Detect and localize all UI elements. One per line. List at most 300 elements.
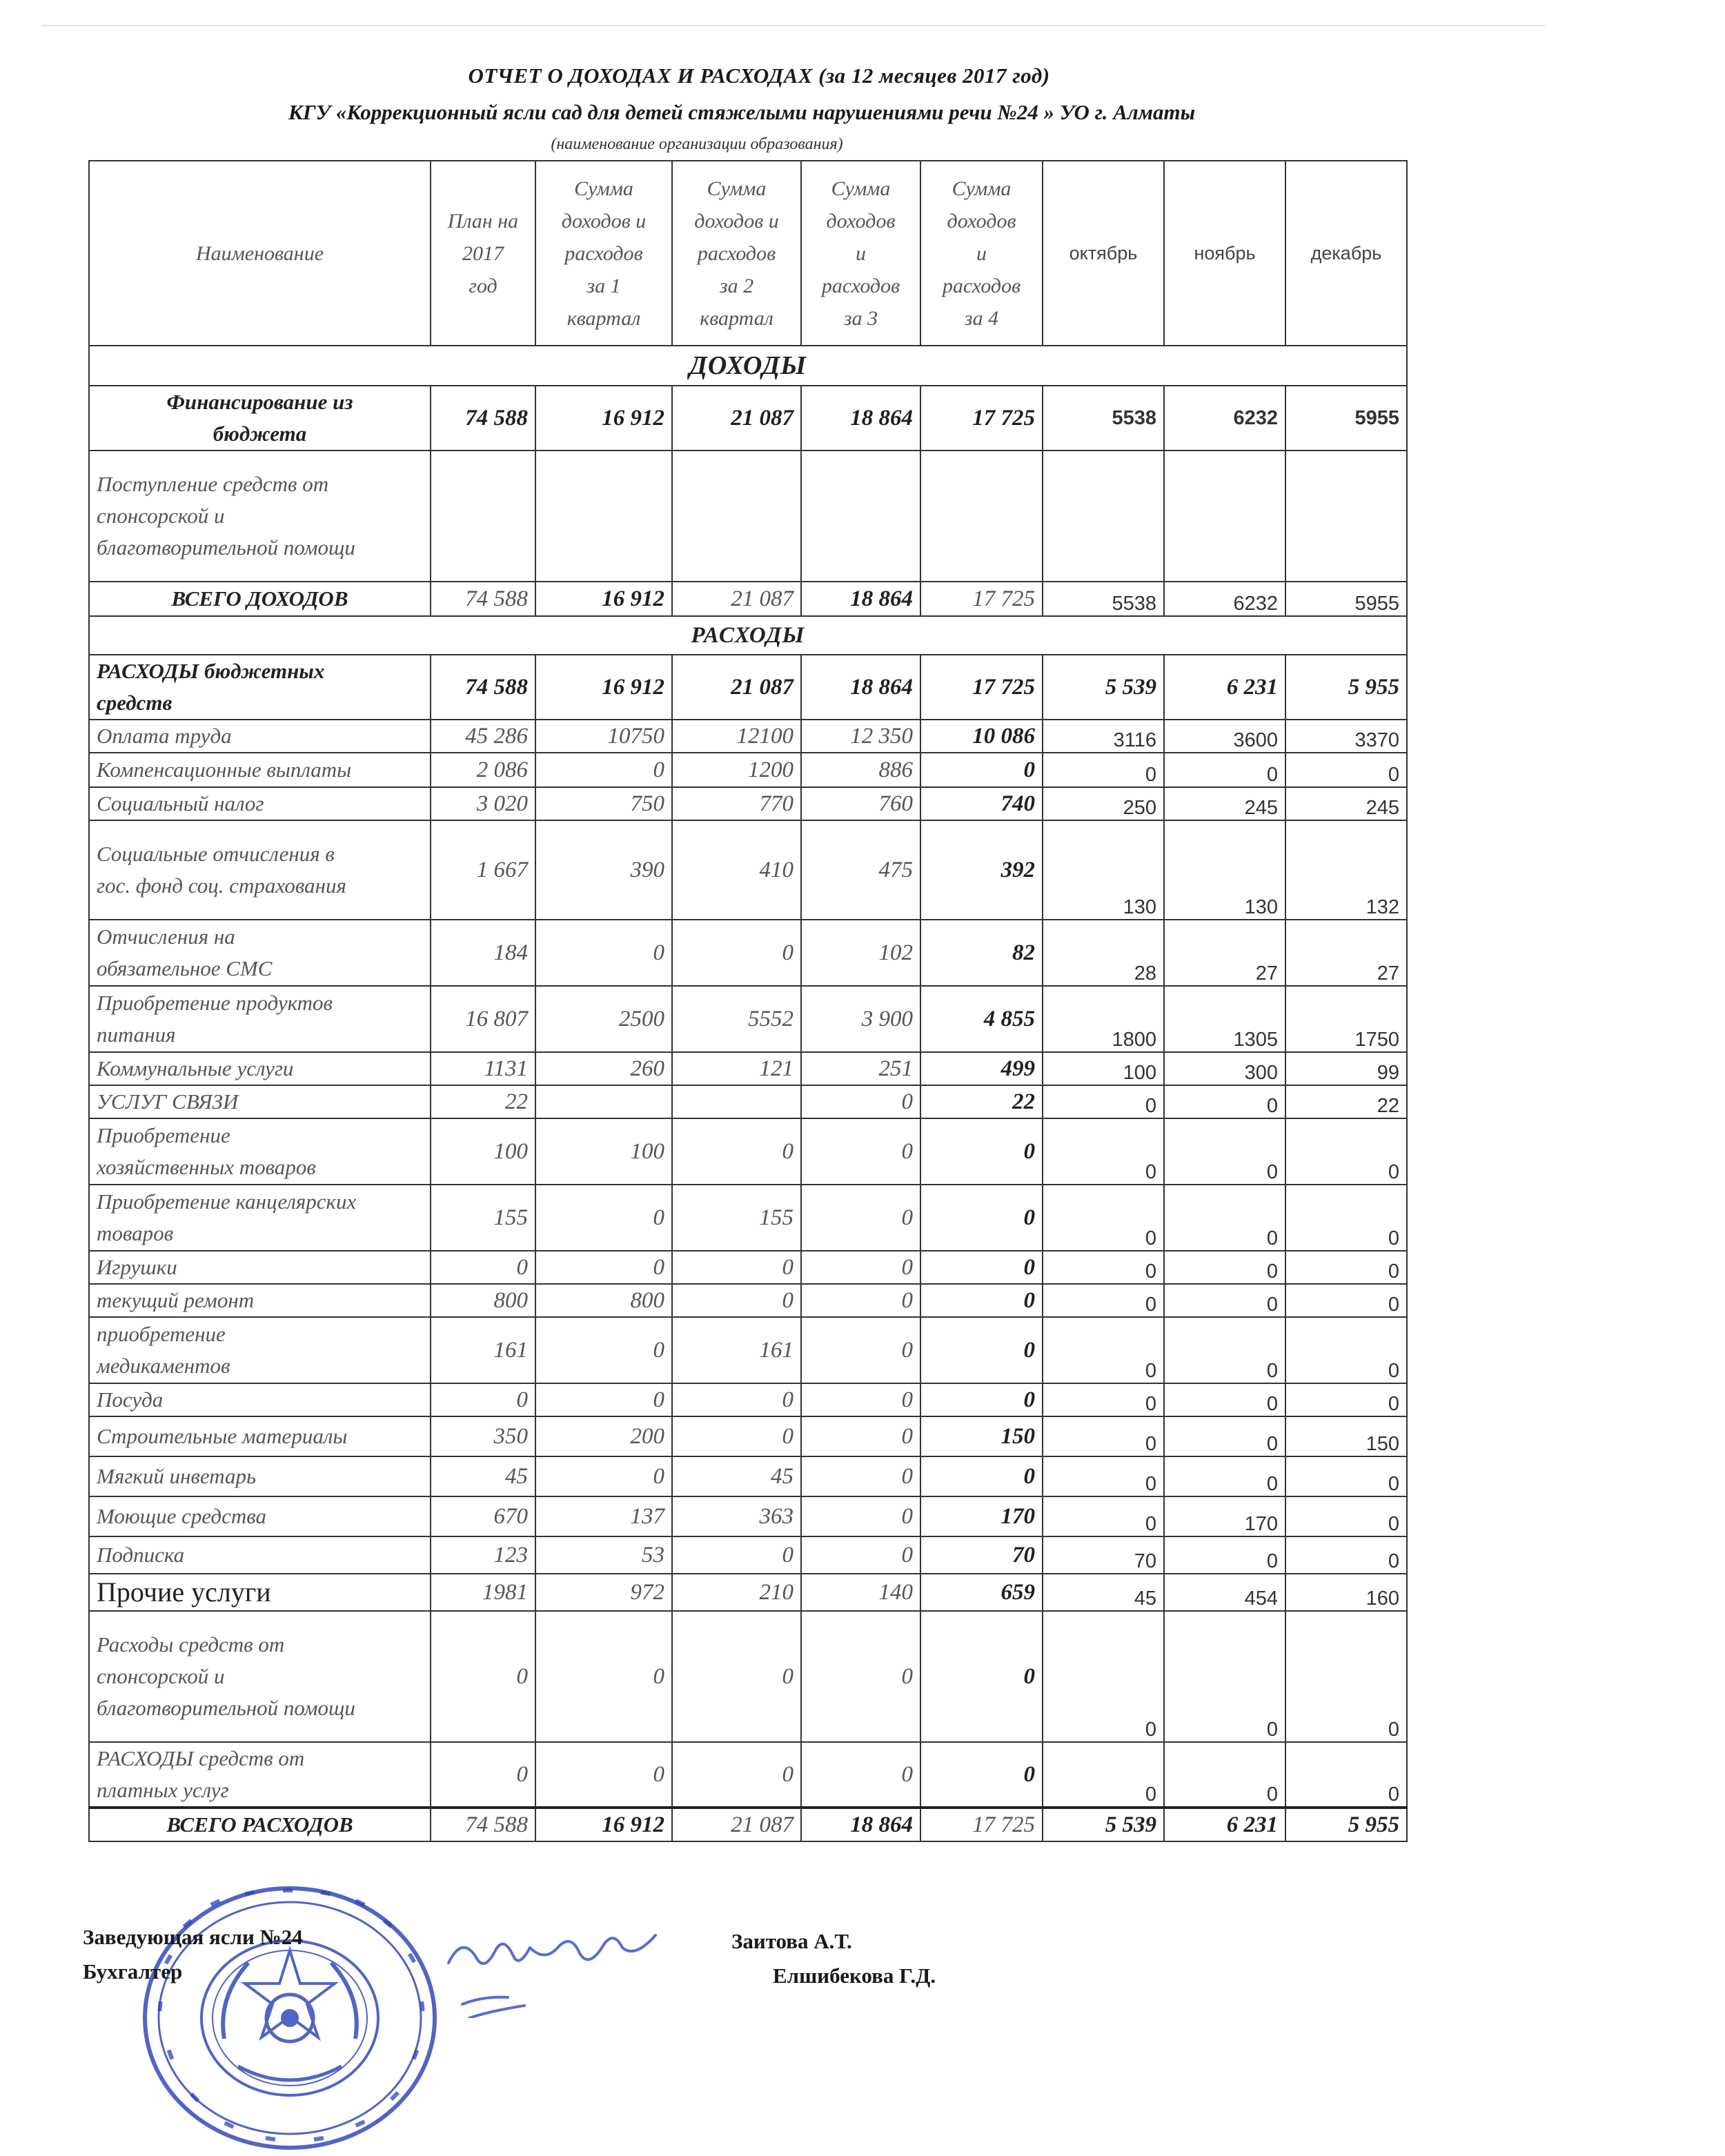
cell-q2: 155 [672,1185,801,1251]
cell-q4: 392 [920,820,1043,920]
header-line: План на [447,209,519,233]
row-name [89,1284,431,1317]
cell-q3 [801,451,920,582]
col-q2-header [672,161,801,346]
table-row [89,1536,1407,1574]
cell-plan: 0 [431,1611,535,1742]
cell-nov: 0 [1164,1118,1285,1185]
cell-q1: 137 [535,1496,672,1536]
cell-q1: 260 [535,1052,672,1085]
cell-dec: 0 [1285,1383,1407,1416]
cell-nov: 0 [1164,1284,1285,1317]
table-row [89,1456,1407,1496]
cell-plan [431,451,535,582]
row-name-line: Компенсационные выплаты [97,758,352,782]
cell-plan: 0 [431,1251,535,1284]
cell-q4: 17 725 [920,386,1043,451]
cell-plan: 16 807 [431,986,535,1052]
row-name-line: Строительные материалы [97,1424,348,1448]
row-name-line: платных услуг [97,1778,229,1802]
cell-plan: 1 667 [431,820,535,920]
header-line: и [976,241,987,265]
table-row [89,1085,1407,1118]
header-line: за 1 [586,274,621,297]
row-name [89,1456,431,1496]
income-total-row [89,582,1407,616]
row-name [89,451,431,582]
cell-dec: 0 [1285,1611,1407,1742]
cell-oct: 250 [1043,787,1164,820]
header-line: за 4 [964,306,999,330]
cell-q4: 82 [920,920,1043,986]
cell-q4: 0 [920,1742,1043,1808]
table-row [89,787,1407,820]
cell-oct: 0 [1043,1085,1164,1118]
row-name-line: РАСХОДЫ средств от [97,1746,305,1770]
row-name-line: Коммунальные услуги [97,1056,294,1080]
cell-dec: 5955 [1285,386,1407,451]
expense-section-title: РАСХОДЫ [89,616,1407,655]
cell-plan: 184 [431,920,535,986]
cell-dec: 5 955 [1285,1808,1407,1841]
cell-oct: 0 [1043,1185,1164,1251]
table-row [89,1052,1407,1085]
col-nov-header: ноябрь [1164,161,1285,346]
cell-q1: 0 [535,1742,672,1808]
income-section-title: ДОХОДЫ [89,346,1407,386]
header-line: расходов [564,241,643,265]
cell-oct: 5538 [1043,582,1164,616]
row-name-line: питания [97,1022,176,1047]
row-name-line: УСЛУГ СВЯЗИ [97,1089,239,1114]
header-line: Сумма [831,177,891,200]
cell-q1: 16 912 [535,655,672,720]
cell-q2: 45 [672,1456,801,1496]
row-name-line: товаров [97,1221,174,1245]
cell-q4: 0 [920,1383,1043,1416]
expense-rows [89,720,1407,1808]
cell-nov: 130 [1164,820,1285,920]
organization-caption: (наименование организации образования) [551,135,843,153]
cell-oct [1043,451,1164,582]
table-row [89,1317,1407,1383]
cell-q1: 972 [535,1574,672,1611]
accountant-name: Елшибекова Г.Д. [773,1964,936,1988]
table-row [89,1496,1407,1536]
table-row [89,1118,1407,1185]
row-name-line: благотворительной помощи [97,535,355,560]
row-name [89,1536,431,1574]
header-line: год [469,274,497,297]
cell-q3: 0 [801,1456,920,1496]
cell-oct: 100 [1043,1052,1164,1085]
cell-q1: 16 912 [535,1808,672,1841]
cell-nov: 0 [1164,1185,1285,1251]
row-name [89,1118,431,1185]
cell-q1: 0 [535,1611,672,1742]
cell-q1: 0 [535,1251,672,1284]
row-name-line: приобретение [97,1322,226,1346]
cell-plan: 350 [431,1416,535,1456]
cell-q3: 140 [801,1574,920,1611]
row-name [89,1251,431,1284]
row-name-line: Подписка [97,1543,185,1567]
cell-nov: 0 [1164,1251,1285,1284]
cell-dec [1285,451,1407,582]
cell-dec: 150 [1285,1416,1407,1456]
expense-section-row [89,616,1407,655]
expense-total-row [89,1808,1407,1841]
cell-nov: 6232 [1164,582,1285,616]
header-line: за 2 [719,274,754,297]
cell-dec: 5955 [1285,582,1407,616]
cell-q3: 3 900 [801,986,920,1052]
cell-q1: 800 [535,1284,672,1317]
row-name [89,1383,431,1416]
row-name [89,1416,431,1456]
table-row [89,386,1407,451]
cell-q3: 760 [801,787,920,820]
cell-plan: 74 588 [431,655,535,720]
cell-q2: 0 [672,1251,801,1284]
cell-dec: 3370 [1285,720,1407,753]
cell-oct: 0 [1043,753,1164,787]
table-row [89,451,1407,582]
cell-q3: 475 [801,820,920,920]
row-name-line: обязательное СМС [97,956,273,980]
table-row [89,1383,1407,1416]
cell-q2: 0 [672,1284,801,1317]
cell-nov: 170 [1164,1496,1285,1536]
cell-plan: 1131 [431,1052,535,1085]
cell-q1: 100 [535,1118,672,1185]
header-row [89,161,1407,346]
cell-dec: 99 [1285,1052,1407,1085]
organization-name: КГУ «Коррекционный ясли сад для детей стяжелыми нарушениями речи №24 » УО г. Алматы [288,100,1196,124]
row-name: ВСЕГО РАСХОДОВ [89,1808,431,1841]
cell-q3: 18 864 [801,1808,920,1841]
cell-plan: 1981 [431,1574,535,1611]
header-line: Сумма [952,177,1012,200]
row-name [89,753,431,787]
cell-q3: 0 [801,1416,920,1456]
table-row [89,820,1407,920]
cell-q4: 17 725 [920,582,1043,616]
cell-dec: 0 [1285,1536,1407,1574]
row-name-line: Социальные отчисления в [97,842,335,866]
cell-oct: 45 [1043,1574,1164,1611]
header-line: за 3 [843,306,878,330]
row-name: ВСЕГО ДОХОДОВ [89,582,431,616]
cell-q2: 5552 [672,986,801,1052]
cell-q2: 0 [672,1118,801,1185]
cell-q1: 0 [535,920,672,986]
row-name-line: гос. фонд соц. страхования [97,873,346,898]
cell-q3: 0 [801,1611,920,1742]
cell-q4: 0 [920,1251,1043,1284]
cell-plan: 800 [431,1284,535,1317]
col-q1-header [535,161,672,346]
cell-q1 [535,451,672,582]
expense-budget-row [89,655,1407,720]
cell-plan: 123 [431,1536,535,1574]
header-line: доходов [826,209,896,233]
income-section-row [89,346,1407,386]
table-row [89,1611,1407,1742]
cell-q3: 18 864 [801,386,920,451]
cell-oct: 0 [1043,1456,1164,1496]
cell-q1: 390 [535,820,672,920]
cell-q3: 18 864 [801,655,920,720]
cell-q2: 0 [672,1536,801,1574]
cell-nov: 3600 [1164,720,1285,753]
col-dec-header: декабрь [1285,161,1407,346]
row-name-line: Приобретение [97,1123,230,1147]
cell-nov: 0 [1164,1085,1285,1118]
cell-nov: 0 [1164,1536,1285,1574]
cell-dec: 0 [1285,1317,1407,1383]
row-name [89,720,431,753]
cell-q3: 0 [801,1536,920,1574]
cell-dec: 132 [1285,820,1407,920]
cell-nov: 0 [1164,1611,1285,1742]
row-name-line: РАСХОДЫ бюджетных [97,659,325,683]
cell-q1: 0 [535,1456,672,1496]
cell-q2 [672,451,801,582]
cell-nov: 6 231 [1164,1808,1285,1841]
col-oct-header: октябрь [1043,161,1164,346]
cell-q4: 17 725 [920,655,1043,720]
cell-nov: 0 [1164,1416,1285,1456]
cell-q2: 0 [672,1416,801,1456]
cell-q2: 0 [672,1611,801,1742]
cell-oct: 0 [1043,1416,1164,1456]
table-row [89,920,1407,986]
cell-q1: 53 [535,1536,672,1574]
cell-plan: 670 [431,1496,535,1536]
cell-q2: 0 [672,920,801,986]
row-name [89,1317,431,1383]
row-name-line: Оплата труда [97,724,232,748]
header-line: расходов [942,274,1021,297]
cell-q4: 150 [920,1416,1043,1456]
cell-nov: 300 [1164,1052,1285,1085]
cell-q3: 0 [801,1284,920,1317]
cell-nov: 0 [1164,1456,1285,1496]
cell-dec: 0 [1285,1284,1407,1317]
row-name-line: средств [97,691,172,715]
cell-dec: 245 [1285,787,1407,820]
cell-q1: 0 [535,1317,672,1383]
row-name [89,655,431,720]
row-name-line: Расходы средств от [97,1632,285,1656]
col-q3-header [801,161,920,346]
cell-q2: 21 087 [672,1808,801,1841]
cell-oct: 5 539 [1043,1808,1164,1841]
cell-q1: 16 912 [535,582,672,616]
cell-oct: 3116 [1043,720,1164,753]
row-name-line: Социальный налог [97,791,264,815]
row-name-line: Приобретение продуктов [97,991,333,1015]
header-line: и [856,241,866,265]
row-name-line: бюджета [213,422,307,446]
cell-q4: 740 [920,787,1043,820]
row-name-line: благотворительной помощи [97,1696,355,1720]
row-name-line: Поступление средств от [97,472,329,496]
header-line: доходов и [561,209,647,233]
cell-q2: 770 [672,787,801,820]
cell-dec: 0 [1285,753,1407,787]
cell-q2: 363 [672,1496,801,1536]
cell-dec: 0 [1285,1185,1407,1251]
row-name [89,986,431,1052]
table-row [89,1185,1407,1251]
row-name-line: медикаментов [97,1354,230,1378]
cell-oct: 70 [1043,1536,1164,1574]
row-name [89,820,431,920]
table-row [89,1574,1407,1611]
cell-q1: 0 [535,753,672,787]
table-row [89,986,1407,1052]
header-line: доходов [947,209,1016,233]
header-line: расходов [697,241,776,265]
cell-nov: 0 [1164,1742,1285,1808]
cell-plan: 161 [431,1317,535,1383]
cell-q1: 2500 [535,986,672,1052]
cell-plan: 45 [431,1456,535,1496]
cell-q4: 0 [920,1611,1043,1742]
cell-q3: 0 [801,1185,920,1251]
head-role: Заведующая ясли №24 [83,1925,303,1949]
cell-q3: 0 [801,1251,920,1284]
cell-plan: 100 [431,1118,535,1185]
row-name-line: Приобретение канцелярских [97,1189,357,1214]
cell-oct: 0 [1043,1118,1164,1185]
cell-q1: 16 912 [535,386,672,451]
cell-q4: 0 [920,1284,1043,1317]
cell-q4: 659 [920,1574,1043,1611]
cell-nov: 454 [1164,1574,1285,1611]
report-title: ОТЧЕТ О ДОХОДАХ И РАСХОДАХ (за 12 месяцев 2017 год) [468,63,1050,88]
cell-q2: 21 087 [672,582,801,616]
cell-nov: 0 [1164,1317,1285,1383]
cell-q4: 70 [920,1536,1043,1574]
row-name [89,1611,431,1742]
cell-dec: 0 [1285,1251,1407,1284]
cell-nov: 27 [1164,920,1285,986]
cell-plan: 74 588 [431,582,535,616]
cell-oct: 0 [1043,1496,1164,1536]
cell-nov: 1305 [1164,986,1285,1052]
col-plan-header [431,161,535,346]
cell-q3: 0 [801,1118,920,1185]
row-name [89,1052,431,1085]
signature-block [83,1925,1118,2008]
scan-edge-line [41,25,1546,26]
cell-dec: 0 [1285,1496,1407,1536]
cell-dec: 160 [1285,1574,1407,1611]
row-name-line: Мягкий инветарь [97,1464,257,1488]
cell-q1: 0 [535,1185,672,1251]
cell-nov [1164,451,1285,582]
cell-q4: 10 086 [920,720,1043,753]
cell-oct: 0 [1043,1251,1164,1284]
cell-oct: 0 [1043,1742,1164,1808]
cell-q2: 1200 [672,753,801,787]
cell-q2: 12100 [672,720,801,753]
cell-q4: 17 725 [920,1808,1043,1841]
row-name [89,1742,431,1808]
cell-dec: 1750 [1285,986,1407,1052]
cell-dec: 0 [1285,1456,1407,1496]
cell-dec: 0 [1285,1742,1407,1808]
cell-q2: 21 087 [672,655,801,720]
cell-oct: 130 [1043,820,1164,920]
official-seal-icon [135,1880,445,2156]
head-name: Заитова А.Т. [731,1929,852,1953]
row-name-line: Моющие средства [97,1504,266,1528]
cell-dec: 27 [1285,920,1407,986]
row-name [89,1496,431,1536]
row-name-line: спонсорской и [97,504,225,528]
col-name-header: Наименование [89,161,431,346]
cell-plan: 2 086 [431,753,535,787]
cell-oct: 1800 [1043,986,1164,1052]
cell-q1: 200 [535,1416,672,1456]
row-name-line: Посуда [97,1387,164,1412]
cell-q2: 21 087 [672,386,801,451]
header-line: расходов [821,274,900,297]
cell-nov: 6232 [1164,386,1285,451]
cell-oct: 0 [1043,1284,1164,1317]
cell-q4: 0 [920,1185,1043,1251]
table-row [89,1284,1407,1317]
header-line: 2017 [462,241,504,265]
cell-plan: 22 [431,1085,535,1118]
cell-oct: 0 [1043,1383,1164,1416]
cell-q4: 170 [920,1496,1043,1536]
row-name-line: Прочие услуги [97,1576,271,1608]
cell-q3: 0 [801,1383,920,1416]
row-name [89,386,431,451]
row-name [89,920,431,986]
cell-oct: 5538 [1043,386,1164,451]
cell-q4: 22 [920,1085,1043,1118]
cell-q3: 12 350 [801,720,920,753]
cell-q2: 210 [672,1574,801,1611]
cell-plan: 0 [431,1383,535,1416]
cell-q3: 102 [801,920,920,986]
cell-plan: 74 588 [431,386,535,451]
cell-plan: 0 [431,1742,535,1808]
cell-oct: 0 [1043,1317,1164,1383]
header-line: Сумма [707,177,767,200]
cell-q2: 0 [672,1742,801,1808]
cell-oct: 5 539 [1043,655,1164,720]
row-name-line: Финансирование из [166,390,353,414]
cell-nov: 245 [1164,787,1285,820]
header-line: Сумма [574,177,633,200]
accountant-role: Бухгалтер [83,1959,183,1984]
cell-q2: 0 [672,1383,801,1416]
row-name-line: Игрушки [97,1255,177,1279]
cell-q4 [920,451,1043,582]
row-name [89,1185,431,1251]
cell-q2 [672,1085,801,1118]
table-row [89,1742,1407,1808]
cell-oct: 28 [1043,920,1164,986]
cell-q2: 121 [672,1052,801,1085]
